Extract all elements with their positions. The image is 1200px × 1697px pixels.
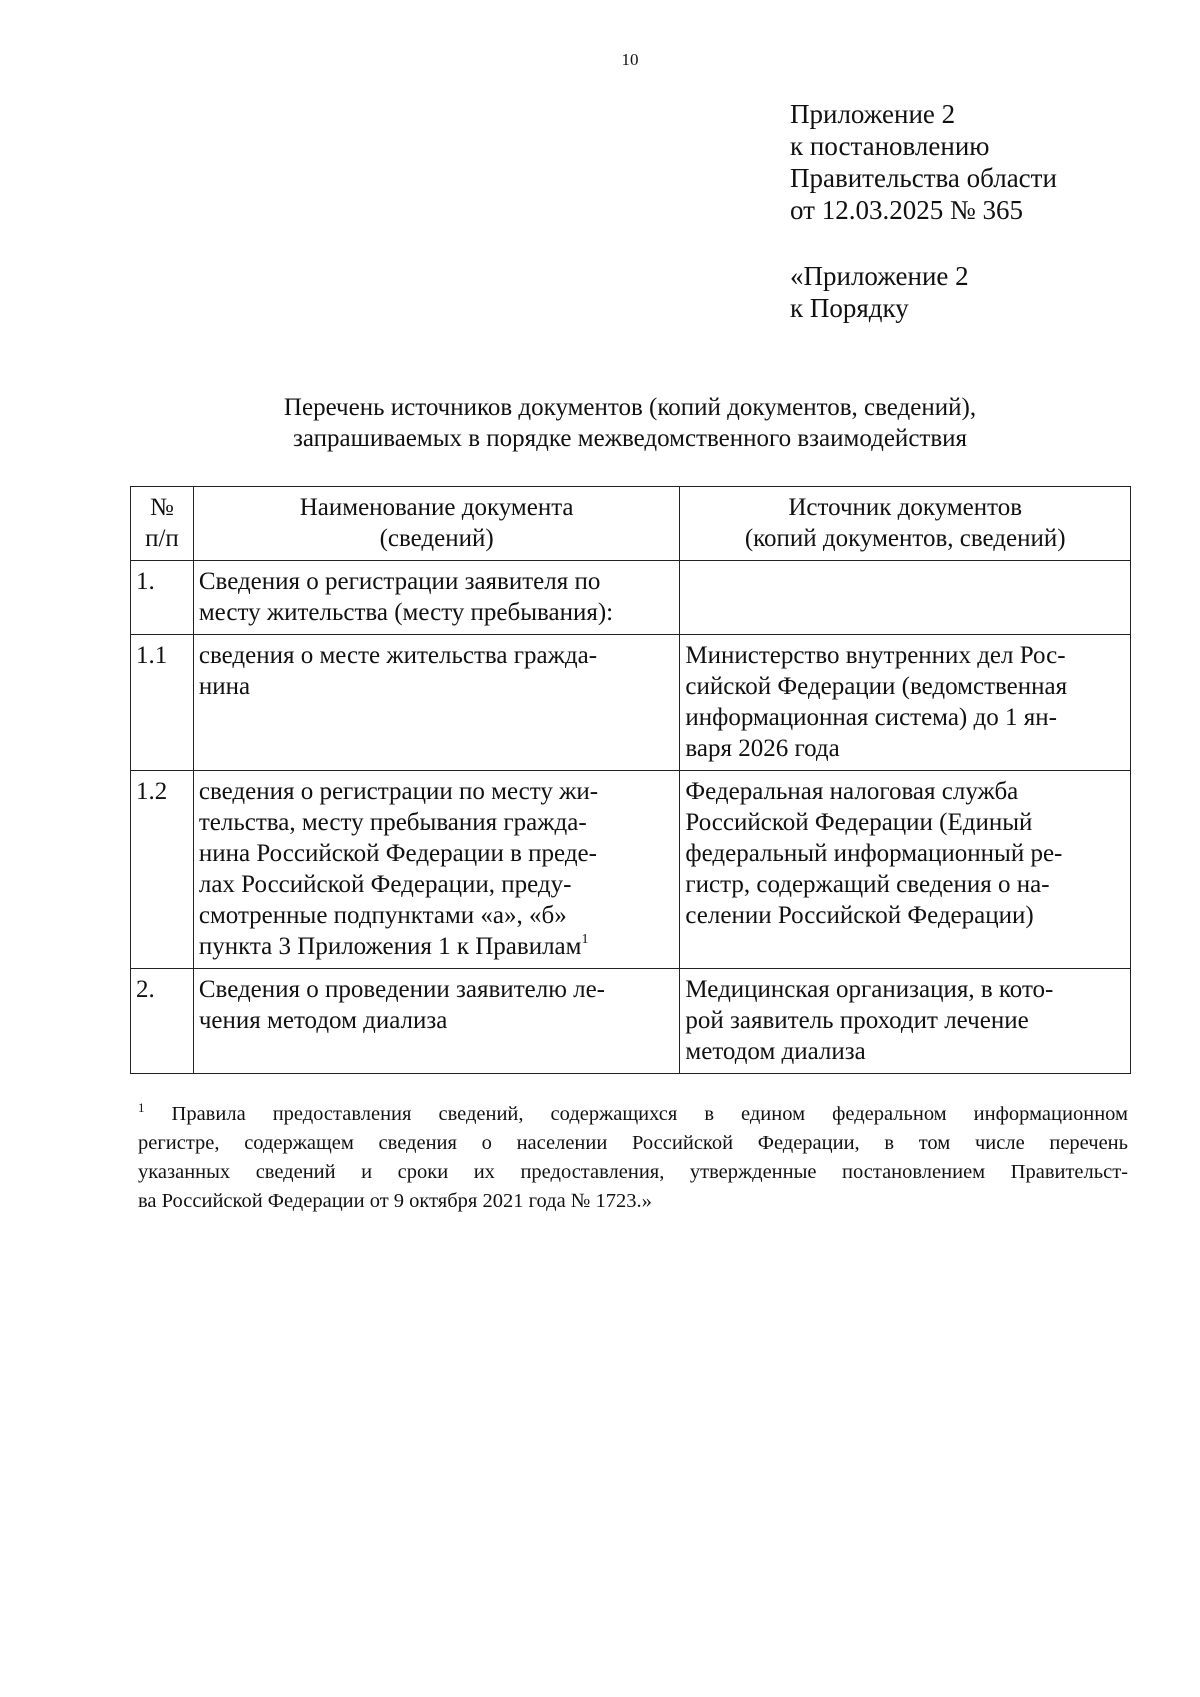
- row-name-line: смотренные подпунктами «а», «б»: [198, 902, 567, 929]
- header-name-line: (сведений): [379, 525, 494, 552]
- row-name-line: [199, 931, 675, 962]
- row-name-line: чения методом диализа: [198, 1007, 448, 1034]
- row-name-line: месту жительства (месту пребывания):: [198, 599, 614, 626]
- header-num-line: п/п: [145, 525, 179, 552]
- annex-reference-line: к Порядку: [790, 293, 909, 323]
- row-name-line: сведения о регистрации по месту жи-: [198, 778, 599, 805]
- footnote-line: указанных сведений и сроки их предоставления, утвержденные постановлением Правительст-: [138, 1161, 1128, 1183]
- header-num-line: №: [150, 494, 174, 521]
- header-name-line: Наименование документа: [299, 494, 574, 521]
- footnote-line: регистре, содержащем сведения о населении Российской Федерации, в том числе перечень: [138, 1132, 1128, 1154]
- row-num: 1.2: [131, 771, 194, 969]
- row-source: [680, 561, 1131, 635]
- row-source-line: варя 2026 года: [685, 735, 840, 762]
- row-name-line: Сведения о проведении заявителю ле-: [198, 976, 606, 1003]
- row-name-line: нина Российской Федерации в преде-: [198, 840, 597, 867]
- row-name: [193, 561, 680, 635]
- row-source-line: информационная система) до 1 ян-: [685, 704, 1057, 731]
- row-name-line: тельства, месту пребывания гражда-: [198, 809, 587, 836]
- row-name-line: лах Российской Федерации, преду-: [198, 871, 572, 898]
- annex-header-line: Правительства области: [790, 163, 1057, 193]
- document-title-line: запрашиваемых в порядке межведомственного взаимодействия: [292, 425, 968, 452]
- sources-table: [130, 486, 1131, 1074]
- row-source-line: селении Российской Федерации): [685, 902, 1034, 929]
- footnote-line: ва Российской Федерации от 9 октября 2021 года № 1723.»: [138, 1190, 652, 1212]
- footnote-text: Правила предоставления сведений, содержащихся в едином федеральном информационном: [171, 1103, 1128, 1125]
- table-row: [131, 561, 1131, 635]
- annex-header-line: от 12.03.2025 № 365: [790, 195, 1023, 225]
- table-header-row: [131, 487, 1131, 561]
- annex-reference-line: «Приложение 2: [790, 261, 969, 291]
- header-source: [680, 487, 1131, 561]
- footnote-reference[interactable]: 1: [581, 931, 589, 947]
- row-name-line-text: пункта 3 Приложения 1 к Правилам: [198, 933, 582, 960]
- header-source-line: Источник документов: [788, 494, 1023, 521]
- row-source: [680, 969, 1131, 1074]
- row-source-line: Российской Федерации (Единый: [685, 809, 1033, 836]
- row-name-line: сведения о месте жительства гражда-: [198, 642, 598, 669]
- row-name: [193, 635, 680, 771]
- page-number: 10: [621, 50, 639, 69]
- row-num: 1.1: [131, 635, 194, 771]
- footnote-line: [138, 1100, 1128, 1129]
- annex-reference: [790, 260, 969, 324]
- header-num: [131, 487, 194, 561]
- table-row: [131, 771, 1131, 969]
- annex-header-line: к постановлению: [790, 131, 990, 161]
- annex-header-line: Приложение 2: [790, 99, 956, 129]
- row-name-line: Сведения о регистрации заявителя по: [198, 568, 601, 595]
- row-num: 2.: [131, 969, 194, 1074]
- row-source-line: Медицинская организация, в кото-: [685, 976, 1054, 1003]
- row-source-line: гистр, содержащий сведения о на-: [685, 871, 1050, 898]
- header-source-line: (копий документов, сведений): [744, 525, 1066, 552]
- row-num: 1.: [131, 561, 194, 635]
- row-source-line: методом диализа: [685, 1038, 866, 1065]
- row-source: [680, 635, 1131, 771]
- table-row: [131, 969, 1131, 1074]
- row-source-line: рой заявитель проходит лечение: [685, 1007, 1029, 1034]
- row-name-line: нина: [198, 673, 251, 700]
- row-source-line: Федеральная налоговая служба: [685, 778, 1019, 805]
- row-source-line: Министерство внутренних дел Рос-: [685, 642, 1066, 669]
- table-row: [131, 635, 1131, 771]
- document-title: [130, 392, 1130, 454]
- footnote: [138, 1100, 1128, 1216]
- row-source: [680, 771, 1131, 969]
- row-source-line: федеральный информационный ре-: [685, 840, 1063, 867]
- document-title-line: Перечень источников документов (копий документов, сведений),: [283, 394, 977, 421]
- header-name: [193, 487, 680, 561]
- row-name: [193, 969, 680, 1074]
- row-source-line: сийской Федерации (ведомственная: [685, 673, 1068, 700]
- footnote-marker: 1: [138, 1100, 145, 1116]
- row-name: [193, 771, 680, 969]
- annex-header: [790, 98, 1057, 226]
